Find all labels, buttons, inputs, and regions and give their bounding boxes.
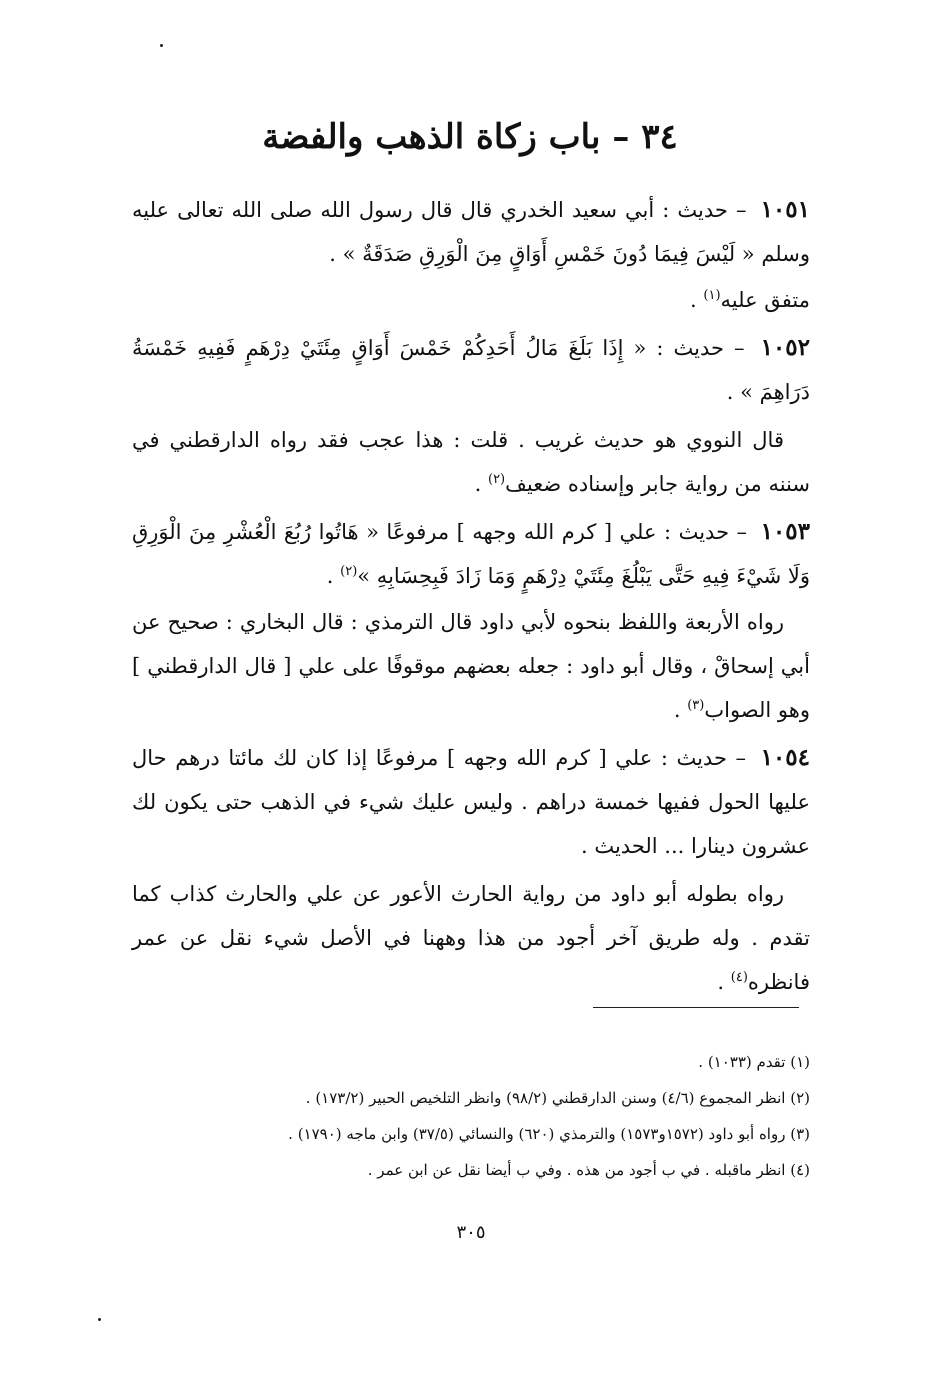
note-text: متفق عليه: [720, 288, 810, 312]
note-1052: [132, 418, 810, 506]
note-1054: [132, 872, 810, 1004]
main-text: [132, 188, 810, 1008]
note-text: قال النووي هو حديث غريب . قلت : هذا عجب فقد رواه الدارقطني في سننه من رواية جابر وإسناده ضعيف: [132, 428, 810, 496]
footnotes: [132, 1044, 810, 1188]
footnote-ref[interactable]: (١): [703, 288, 721, 303]
footnote-separator: [593, 1007, 799, 1008]
hadith-number: ١٠٥٢: [760, 334, 810, 361]
page-number: ٣٠٥: [456, 1222, 486, 1243]
hadith-1054: [132, 736, 810, 868]
note-1051: [132, 278, 810, 322]
footnote-4: (٤) انظر ماقبله . في ب أجود من هذه . وفي ب أيضا نقل عن ابن عمر .: [367, 1161, 810, 1179]
hadith-text: – حديث : علي [ كرم الله وجهه ] مرفوعًا « هَاتُوا رُبُعَ الْعُشْرِ مِنَ الْوَرِقِ وَلَا شَيْءَ فِيهِ حَتَّى يَبْلُغَ مِئَتَيْ دِرْهَمٍ وَمَا زَادَ فَبِحِسَابِهِ »: [132, 520, 810, 588]
chapter-title: ٣٤ – باب زكاة الذهب والفضة: [262, 117, 678, 157]
hadith-number: ١٠٥١: [760, 196, 810, 223]
end-dot: .: [717, 970, 725, 994]
hadith-1053: [132, 510, 810, 598]
note-1053: [132, 600, 810, 732]
end-dot: .: [690, 288, 697, 312]
footnote-ref[interactable]: (٢): [340, 564, 358, 579]
footnote-ref[interactable]: (٤): [730, 970, 748, 985]
footnote-ref[interactable]: (٢): [487, 472, 506, 487]
footnote-3: (٣) رواه أبو داود (١٥٧٢و١٥٧٣) والترمذي (٦٢٠) والنسائي (٣٧/٥) وابن ماجه (١٧٩٠) .: [288, 1125, 810, 1143]
note-text: رواه الأربعة واللفظ بنحوه لأبي داود قال الترمذي : قال البخاري : صحيح عن أبي إسحاقْ ، وقال أبو داود : جعله بعضهم موقوفًا على علي [ قال الدارقطني ] وهو الصواب: [132, 610, 810, 722]
footnote-2: (٢) انظر المجموع (٤/٦) وسنن الدارقطني (٩٨/٢) وانظر التلخيص الحبير (١٧٣/٢) .: [305, 1089, 810, 1107]
footnote-ref[interactable]: (٣): [687, 698, 705, 713]
note-text: رواه بطوله أبو داود من رواية الحارث الأعور عن علي والحارث كذاب كما تقدم . وله طريق آخر أجود من هذا وههنا في الأصل شيء نقل عن عمر فانظره: [132, 882, 810, 994]
print-speck: [160, 44, 163, 47]
hadith-number: ١٠٥٤: [760, 744, 810, 771]
end-dot: .: [474, 472, 482, 496]
hadith-1052: [132, 326, 810, 414]
print-speck: [98, 1318, 101, 1321]
hadith-text: – حديث : « إِذَا بَلَغَ مَالُ أَحَدِكُمْ خَمْسَ أَوَاقٍ مِئَتَيْ دِرْهَمٍ فَفِيهِ خَمْسَةُ دَرَاهِمَ » .: [132, 336, 810, 404]
hadith-text: – حديث : أبي سعيد الخدري قال قال رسول الله صلى الله تعالى عليه وسلم « لَيْسَ فِيمَا دُونَ خَمْسِ أَوَاقٍ مِنَ الْوَرِقِ صَدَقَةٌ » .: [132, 198, 810, 266]
end-dot: .: [673, 698, 681, 722]
hadith-text: – حديث : علي [ كرم الله وجهه ] مرفوعًا إذا كان لك مائتا درهم حال عليها الحول ففيها خمسة دراهم . وليس عليك شيء في الذهب حتى يكون لك عشرون دينارا ... الحديث .: [132, 746, 810, 858]
end-dot: .: [326, 564, 334, 588]
footnote-1: (١) تقدم (١٠٣٣) .: [698, 1053, 810, 1071]
hadith-1051: [132, 188, 810, 276]
hadith-number: ١٠٥٣: [760, 518, 810, 545]
